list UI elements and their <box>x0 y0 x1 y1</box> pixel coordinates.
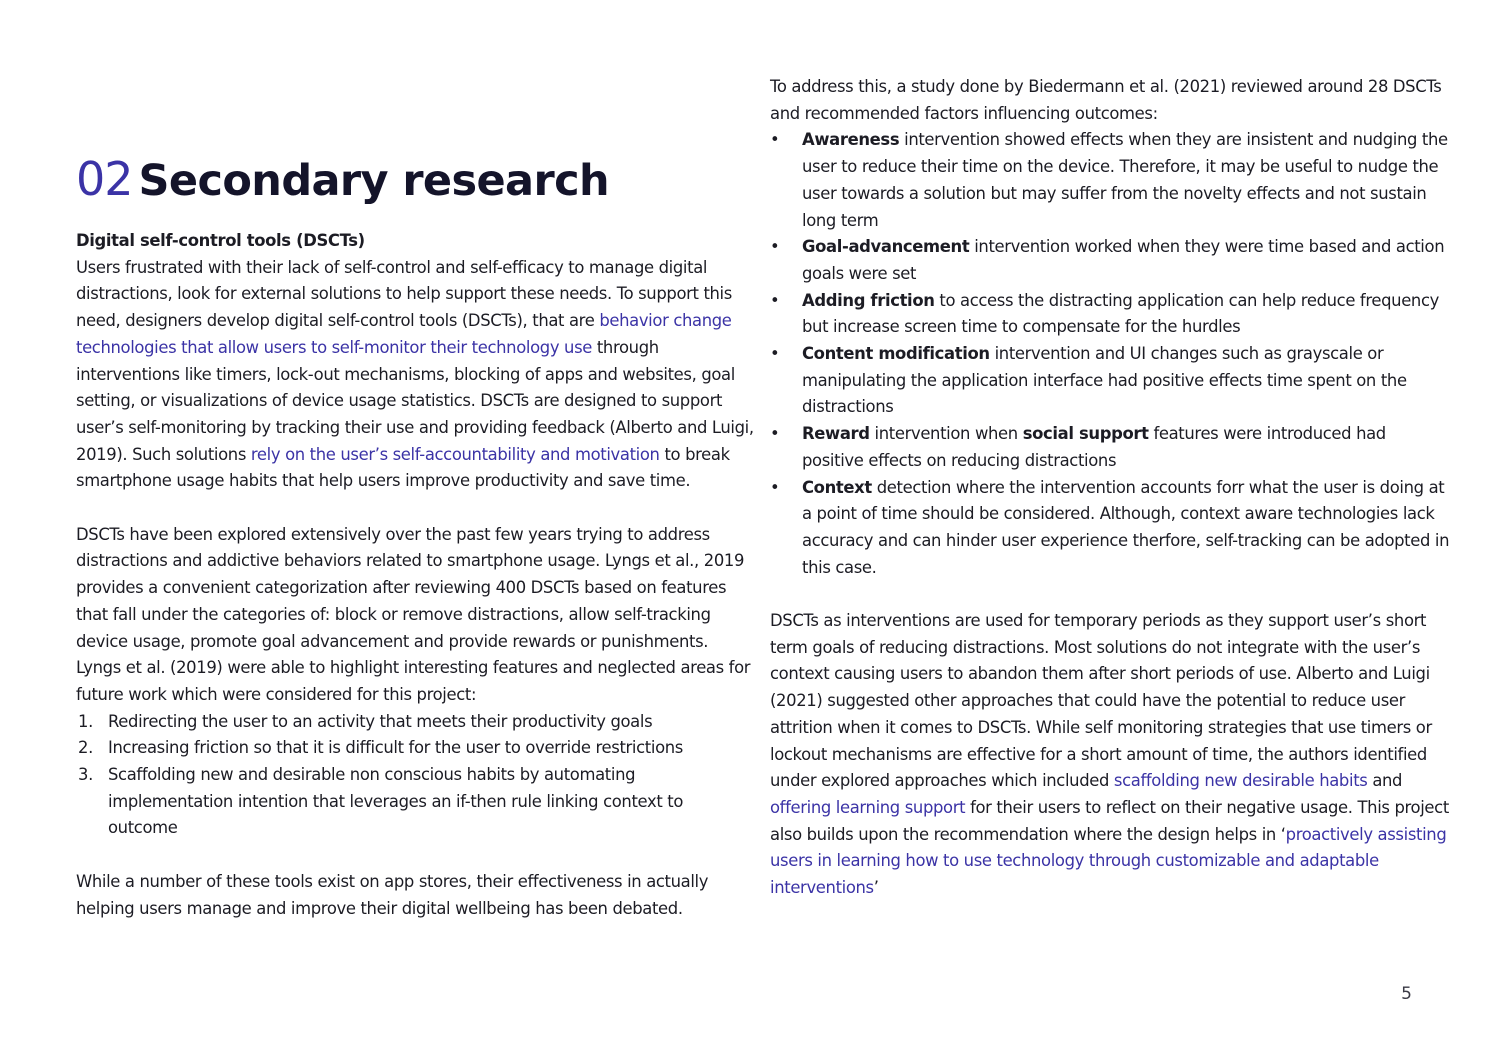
bullet-text: detection where the intervention accounts forr what the user is doing at a point of time should be considered. Although, context aware technologies lack accuracy and can hinder user experience therfore, self-tracking can be adopted in this case. <box>802 477 1450 577</box>
right-paragraph-2 <box>770 608 1450 902</box>
page-number: 5 <box>1401 984 1412 1004</box>
text-run: Users frustrated with their lack of self-control and self-efficacy to manage digital distractions, look for external solutions to help support these needs. To support this need, designers develop digital self-control tools (DSCTs), that are <box>76 257 732 331</box>
bullet-list <box>770 127 1450 581</box>
bullet-icon: • <box>770 290 780 310</box>
bullet-icon: • <box>770 130 780 150</box>
text-run: ’ <box>873 878 879 898</box>
highlight-text: proactively assisting users in learning how to use technology through customizable and adaptable interventions <box>770 824 1447 898</box>
text-run: for their users to reflect on their negative usage. This project also builds upon the recommendation where the design helps in ‘ <box>770 797 1449 844</box>
list-item <box>770 475 1450 582</box>
bullet-term: Content modification <box>802 344 990 364</box>
list-item <box>76 709 756 736</box>
list-item <box>770 127 1450 234</box>
list-item <box>76 735 756 762</box>
bullet-text: features were introduced had positive effects on reducing distractions <box>802 424 1386 470</box>
bullet-icon: • <box>770 344 780 364</box>
list-item <box>770 288 1450 341</box>
numbered-list <box>76 709 756 843</box>
page-title: Secondary research <box>138 156 609 206</box>
bullet-icon: • <box>770 477 780 497</box>
list-item <box>770 341 1450 421</box>
left-paragraph-1 <box>76 255 756 495</box>
list-item <box>76 762 756 842</box>
list-number: 1. <box>78 711 93 731</box>
bullet-term: Adding friction <box>802 290 935 310</box>
list-number: 2. <box>78 738 93 758</box>
highlight-text: behavior change technologies that allow users to self-monitor their technology use <box>76 311 732 357</box>
bullet-icon: • <box>770 424 780 444</box>
list-item <box>770 234 1450 287</box>
left-column <box>76 228 756 922</box>
bullet-term: social support <box>1022 424 1149 444</box>
bullet-term: Context <box>802 477 872 497</box>
left-paragraph-3: While a number of these tools exist on app stores, their effectiveness in actually helping users manage and improve their digital wellbeing has been debated. <box>76 871 709 918</box>
text-run: through interventions like timers, lock-out mechanisms, blocking of apps and websites, goal setting, or visualizations of device usage statistics. DSCTs are designed to support user’s self-monitoring by tracking their use and providing feedback (Alberto and Luigi, 2019). Such solutions <box>76 337 754 464</box>
left-paragraph-2: DSCTs have been explored extensively over the past few years trying to address distractions and addictive behaviors related to smartphone usage. Lyngs et al., 2019 provides a convenient categorization after reviewing 400 DSCTs based on features that fall under the categories of: block or remove distractions, allow self-tracking device usage, promote goal advancement and provide rewards or punishments. Lyngs et al. (2019) were able to highlight interesting features and neglected areas for future work which were considered for this project: <box>76 524 751 704</box>
section-subtitle: Digital self-control tools (DSCTs) <box>76 231 365 250</box>
bullet-text: intervention when <box>869 424 1023 444</box>
bullet-icon: • <box>770 237 780 257</box>
list-item-text: Increasing friction so that it is difficult for the user to override restrictions <box>108 738 683 758</box>
bullet-term: Goal-advancement <box>802 237 970 257</box>
right-intro: To address this, a study done by Biedermann et al. (2021) reviewed around 28 DSCTs and recommended factors influencing outcomes: <box>770 77 1442 123</box>
list-item <box>770 421 1450 474</box>
highlight-text: offering learning support <box>770 797 966 817</box>
right-column <box>770 74 1450 902</box>
highlight-text: rely on the user’s self-accountability and motivation <box>250 444 660 464</box>
text-run: and <box>1367 771 1403 791</box>
bullet-text: intervention worked when they were time based and action goals were set <box>802 237 1445 283</box>
list-item-text: Redirecting the user to an activity that meets their productivity goals <box>108 711 653 731</box>
bullet-term: Reward <box>802 424 870 444</box>
bullet-text: intervention and UI changes such as grayscale or manipulating the application interface had positive effects time spent on the distractions <box>802 344 1407 417</box>
text-run: DSCTs as interventions are used for temporary periods as they support user’s short term goals of reducing distractions. Most solutions do not integrate with the user’s context causing users to abandon them after short periods of use. Alberto and Luigi (2021) suggested other approaches that could have the potential to reduce user attrition when it comes to DSCTs. While self monitoring strategies that use timers or lockout mechanisms are effective for a short amount of time, the authors identified under explored approaches which included <box>770 611 1432 791</box>
bullet-term: Awareness <box>802 130 900 150</box>
text-run: to break smartphone usage habits that help users improve productivity and save time. <box>76 444 730 491</box>
list-number: 3. <box>78 765 93 785</box>
bullet-text: to access the distracting application can help reduce frequency but increase screen time to compensate for the hurdles <box>802 290 1439 337</box>
section-number: 02 <box>76 152 133 206</box>
list-item-text: Scaffolding new and desirable non conscious habits by automating implementation intention that leverages an if-then rule linking context to outcome <box>108 765 684 838</box>
bullet-text: intervention showed effects when they are insistent and nudging the user to reduce their time on the device. Therefore, it may be useful to nudge the user towards a solution but may suffer from the novelty effects and not sustain long term <box>802 130 1448 230</box>
page-heading <box>76 152 609 208</box>
highlight-text: scaffolding new desirable habits <box>1113 771 1368 791</box>
